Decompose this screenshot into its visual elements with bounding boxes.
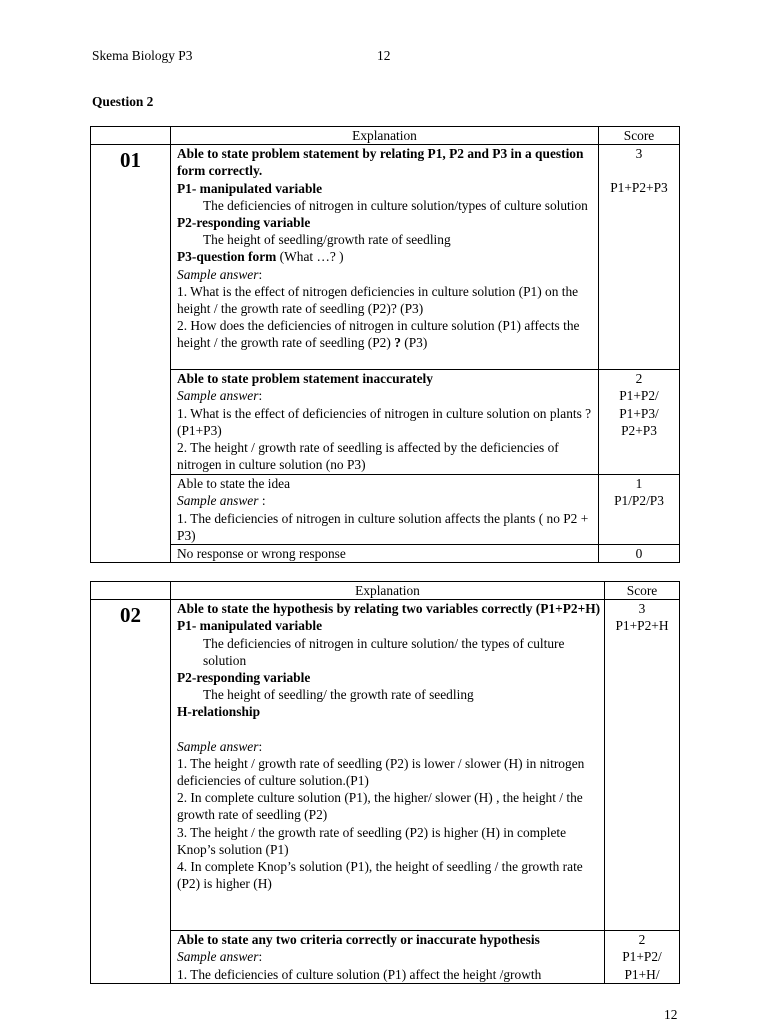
score-note: P1/P2/P3 [614,493,664,509]
explanation-cell [171,931,605,984]
p3-line [177,248,598,265]
sample-answer-text: Sample answer [177,738,259,754]
sample-answer-item: 4. In complete Knop’s solution (P1), the height of seedling / the growth rate (P2) is higher (H) [177,859,583,892]
answer-text: 2. How does the deficiencies of nitrogen in culture solution (P1) affects the height / the growth rate of seedling (P2) [177,318,580,351]
score-note: P2+P3 [621,422,657,438]
sample-answer-label [177,492,598,509]
p3-text: (What …? ) [276,249,344,265]
sample-answer-label [177,387,598,404]
sample-answer-text: Sample answer [177,388,259,404]
score-value: 0 [635,546,643,562]
table-row [91,600,680,931]
footer-page-number: 12 [664,1007,678,1022]
p1-label: P1- manipulated variable [177,180,323,196]
score-cell [605,931,680,984]
sample-answer-text: Sample answer [177,266,259,282]
sample-answer-colon: : [258,388,263,404]
h-label: H-relationship [177,704,261,720]
score-column-header: Score [605,582,680,600]
score-note: P1+P2/ [619,388,659,404]
p3-label: P3-question form [177,249,277,265]
question-number: 01 [91,145,171,563]
answer-question-mark: ? [394,335,401,351]
score-cell [599,475,680,545]
p2-text: The height of seedling/growth rate of seedling [203,232,451,248]
score-column-header: Score [599,127,680,145]
sample-answer-item [177,317,598,351]
score-value: 3 [635,146,643,162]
table-row [91,145,680,370]
marking-scheme-table-01 [90,126,680,563]
sample-answer-item: 1. The deficiencies of culture solution (P1) affect the height /growth [177,966,542,982]
p1-text: The deficiencies of nitrogen in culture solution/types of culture solution [203,197,588,213]
sample-answer-text: Sample answer [177,493,259,509]
table-header-row [91,582,680,600]
explanation-column-header: Explanation [171,582,605,600]
criteria-heading: Able to state the idea [177,476,291,492]
marking-scheme-table-02 [90,581,680,984]
table-row [91,475,680,545]
explanation-cell [171,145,599,370]
sample-answer-label [177,266,598,283]
criteria-heading: Able to state problem statement inaccurately [177,371,433,387]
sample-answer-item: 2. The height / growth rate of seedling is affected by the deficiencies of nitrogen in culture solution (no P3) [177,440,559,473]
sample-answer-label [177,738,604,755]
table-row [91,370,680,475]
score-cell [599,545,680,563]
answer-text: (P3) [400,335,428,351]
sample-answer-item: 1. What is the effect of nitrogen deficiencies in culture solution (P1) on the height / the growth rate of seedling (P2)? (P3) [177,283,579,317]
table-row [91,931,680,984]
score-note: P1+P2+P3 [610,180,668,196]
explanation-cell [171,475,599,545]
p2-label: P2-responding variable [177,215,311,231]
sample-answer-colon: : [258,266,263,282]
sample-answer-item: 1. The height / growth rate of seedling (P2) is lower / slower (H) in nitrogen deficiencies of culture solution.(P1) [177,755,585,789]
score-cell [599,145,680,370]
criteria-heading: Able to state the hypothesis by relating two variables correctly (P1+P2+H) [177,601,601,617]
sample-answer-label [177,948,604,965]
score-value: 2 [635,371,643,387]
p2-label: P2-responding variable [177,670,311,686]
sample-answer-text: Sample answer [177,949,259,965]
sample-answer-item: 1. The deficiencies of nitrogen in culture solution affects the plants ( no P2 + P3) [177,510,589,543]
table-header-blank [91,127,171,145]
explanation-column-header: Explanation [171,127,599,145]
score-cell [599,370,680,475]
score-value: 2 [638,932,646,948]
score-note: P1+P3/ [619,405,659,421]
score-cell [605,600,680,931]
table-row [91,545,680,563]
sample-answer-item: 2. In complete culture solution (P1), the higher/ slower (H) , the height / the growth rate of seedling (P2) [177,790,583,823]
p2-text: The height of seedling/ the growth rate of seedling [203,687,474,703]
document-header-title: Skema Biology P3 [92,48,193,63]
table-header-row [91,127,680,145]
criteria-heading: No response or wrong response [177,546,346,562]
score-value: 1 [635,476,643,492]
document-header-page-number: 12 [377,48,391,63]
sample-answer-item: 3. The height / the growth rate of seedling (P2) is higher (H) in complete Knop’s solution (P1) [177,824,567,857]
score-note: P1+P2/ [622,949,662,965]
criteria-heading: Able to state problem statement by relating P1, P2 and P3 in a question form correctly. [177,146,584,179]
p1-text: The deficiencies of nitrogen in culture solution/ the types of culture solution [203,635,565,668]
score-note: P1+P2+H [615,618,669,634]
sample-answer-colon: : [258,738,263,754]
question-number: 02 [91,600,171,984]
criteria-heading: Able to state any two criteria correctly or inaccurate hypothesis [177,932,540,948]
explanation-cell [171,545,599,563]
sample-answer-item: 1. What is the effect of deficiencies of nitrogen in culture solution on plants ? (P1+P3) [177,405,592,438]
sample-answer-colon: : [258,949,263,965]
explanation-cell [171,600,605,931]
sample-answer-colon: : [258,493,266,509]
question-title: Question 2 [92,94,154,109]
score-note: P1+H/ [624,966,660,982]
score-value: 3 [638,601,646,617]
table-header-blank [91,582,171,600]
p1-label: P1- manipulated variable [177,618,323,634]
explanation-cell [171,370,599,475]
